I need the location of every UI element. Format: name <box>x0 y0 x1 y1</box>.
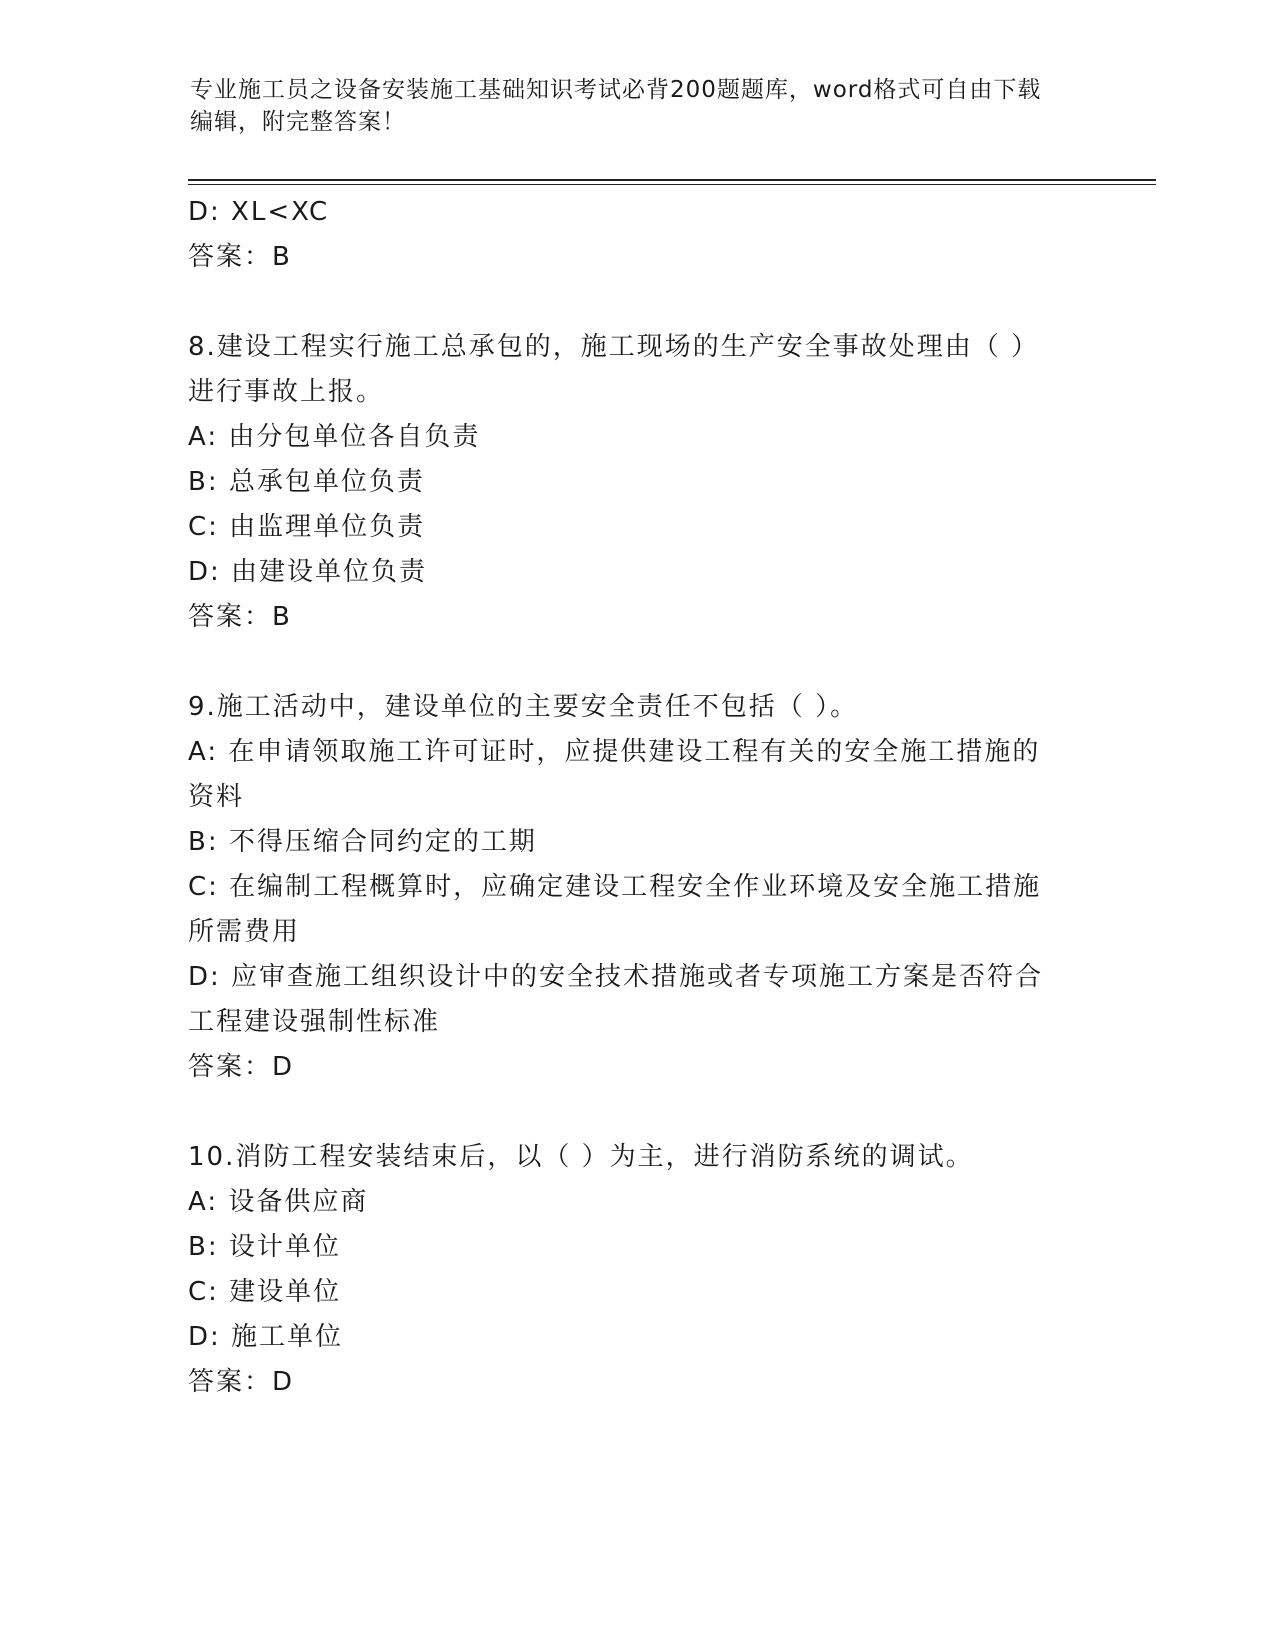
header-divider-thin <box>188 184 1156 185</box>
question-stem-line: 9.施工活动中，建设单位的主要安全责任不包括（ ）。 <box>188 692 859 722</box>
spacer <box>188 1090 1088 1135</box>
option-d: D: XL<XC <box>188 197 330 227</box>
option-a-continued: 资料 <box>188 782 245 812</box>
header-title-line-2: 编辑，附完整答案！ <box>190 109 406 135</box>
spacer <box>188 280 1088 325</box>
answer-line: 答案：D <box>188 1052 295 1082</box>
previous-question-tail <box>188 190 1088 280</box>
question-8 <box>188 325 1088 640</box>
header-divider-thick <box>188 179 1156 181</box>
option-c-continued: 所需费用 <box>188 917 301 947</box>
header-title-line-1: 专业施工员之设备安装施工基础知识考试必背200题题库，word格式可自由下载 <box>190 77 1042 103</box>
document-header <box>190 74 1090 138</box>
option-c: C: 建设单位 <box>188 1277 342 1307</box>
answer-line: 答案：D <box>188 1367 295 1397</box>
option-b: B: 设计单位 <box>188 1232 341 1262</box>
option-a: A: 由分包单位各自负责 <box>188 422 481 452</box>
option-d: D: 由建设单位负责 <box>188 557 428 587</box>
answer-line: 答案：B <box>188 242 292 272</box>
question-stem-line: 8.建设工程实行施工总承包的，施工现场的生产安全事故处理由（ ） <box>188 332 1040 362</box>
option-c: C: 由监理单位负责 <box>188 512 426 542</box>
question-9 <box>188 685 1088 1090</box>
question-10 <box>188 1135 1088 1405</box>
option-a: A: 在申请领取施工许可证时，应提供建设工程有关的安全施工措施的 <box>188 737 1041 767</box>
question-stem-line: 进行事故上报。 <box>188 377 385 407</box>
answer-line: 答案：B <box>188 602 292 632</box>
option-d: D: 应审查施工组织设计中的安全技术措施或者专项施工方案是否符合 <box>188 962 1044 992</box>
option-b: B: 总承包单位负责 <box>188 467 425 497</box>
question-stem-line: 10.消防工程安装结束后，以（ ）为主，进行消防系统的调试。 <box>188 1142 974 1172</box>
question-content <box>188 190 1088 1405</box>
option-d-continued: 工程建设强制性标准 <box>188 1007 441 1037</box>
option-b: B: 不得压缩合同约定的工期 <box>188 827 537 857</box>
option-a: A: 设备供应商 <box>188 1187 369 1217</box>
option-c: C: 在编制工程概算时，应确定建设工程安全作业环境及安全施工措施 <box>188 872 1042 902</box>
option-d: D: 施工单位 <box>188 1322 344 1352</box>
spacer <box>188 640 1088 685</box>
